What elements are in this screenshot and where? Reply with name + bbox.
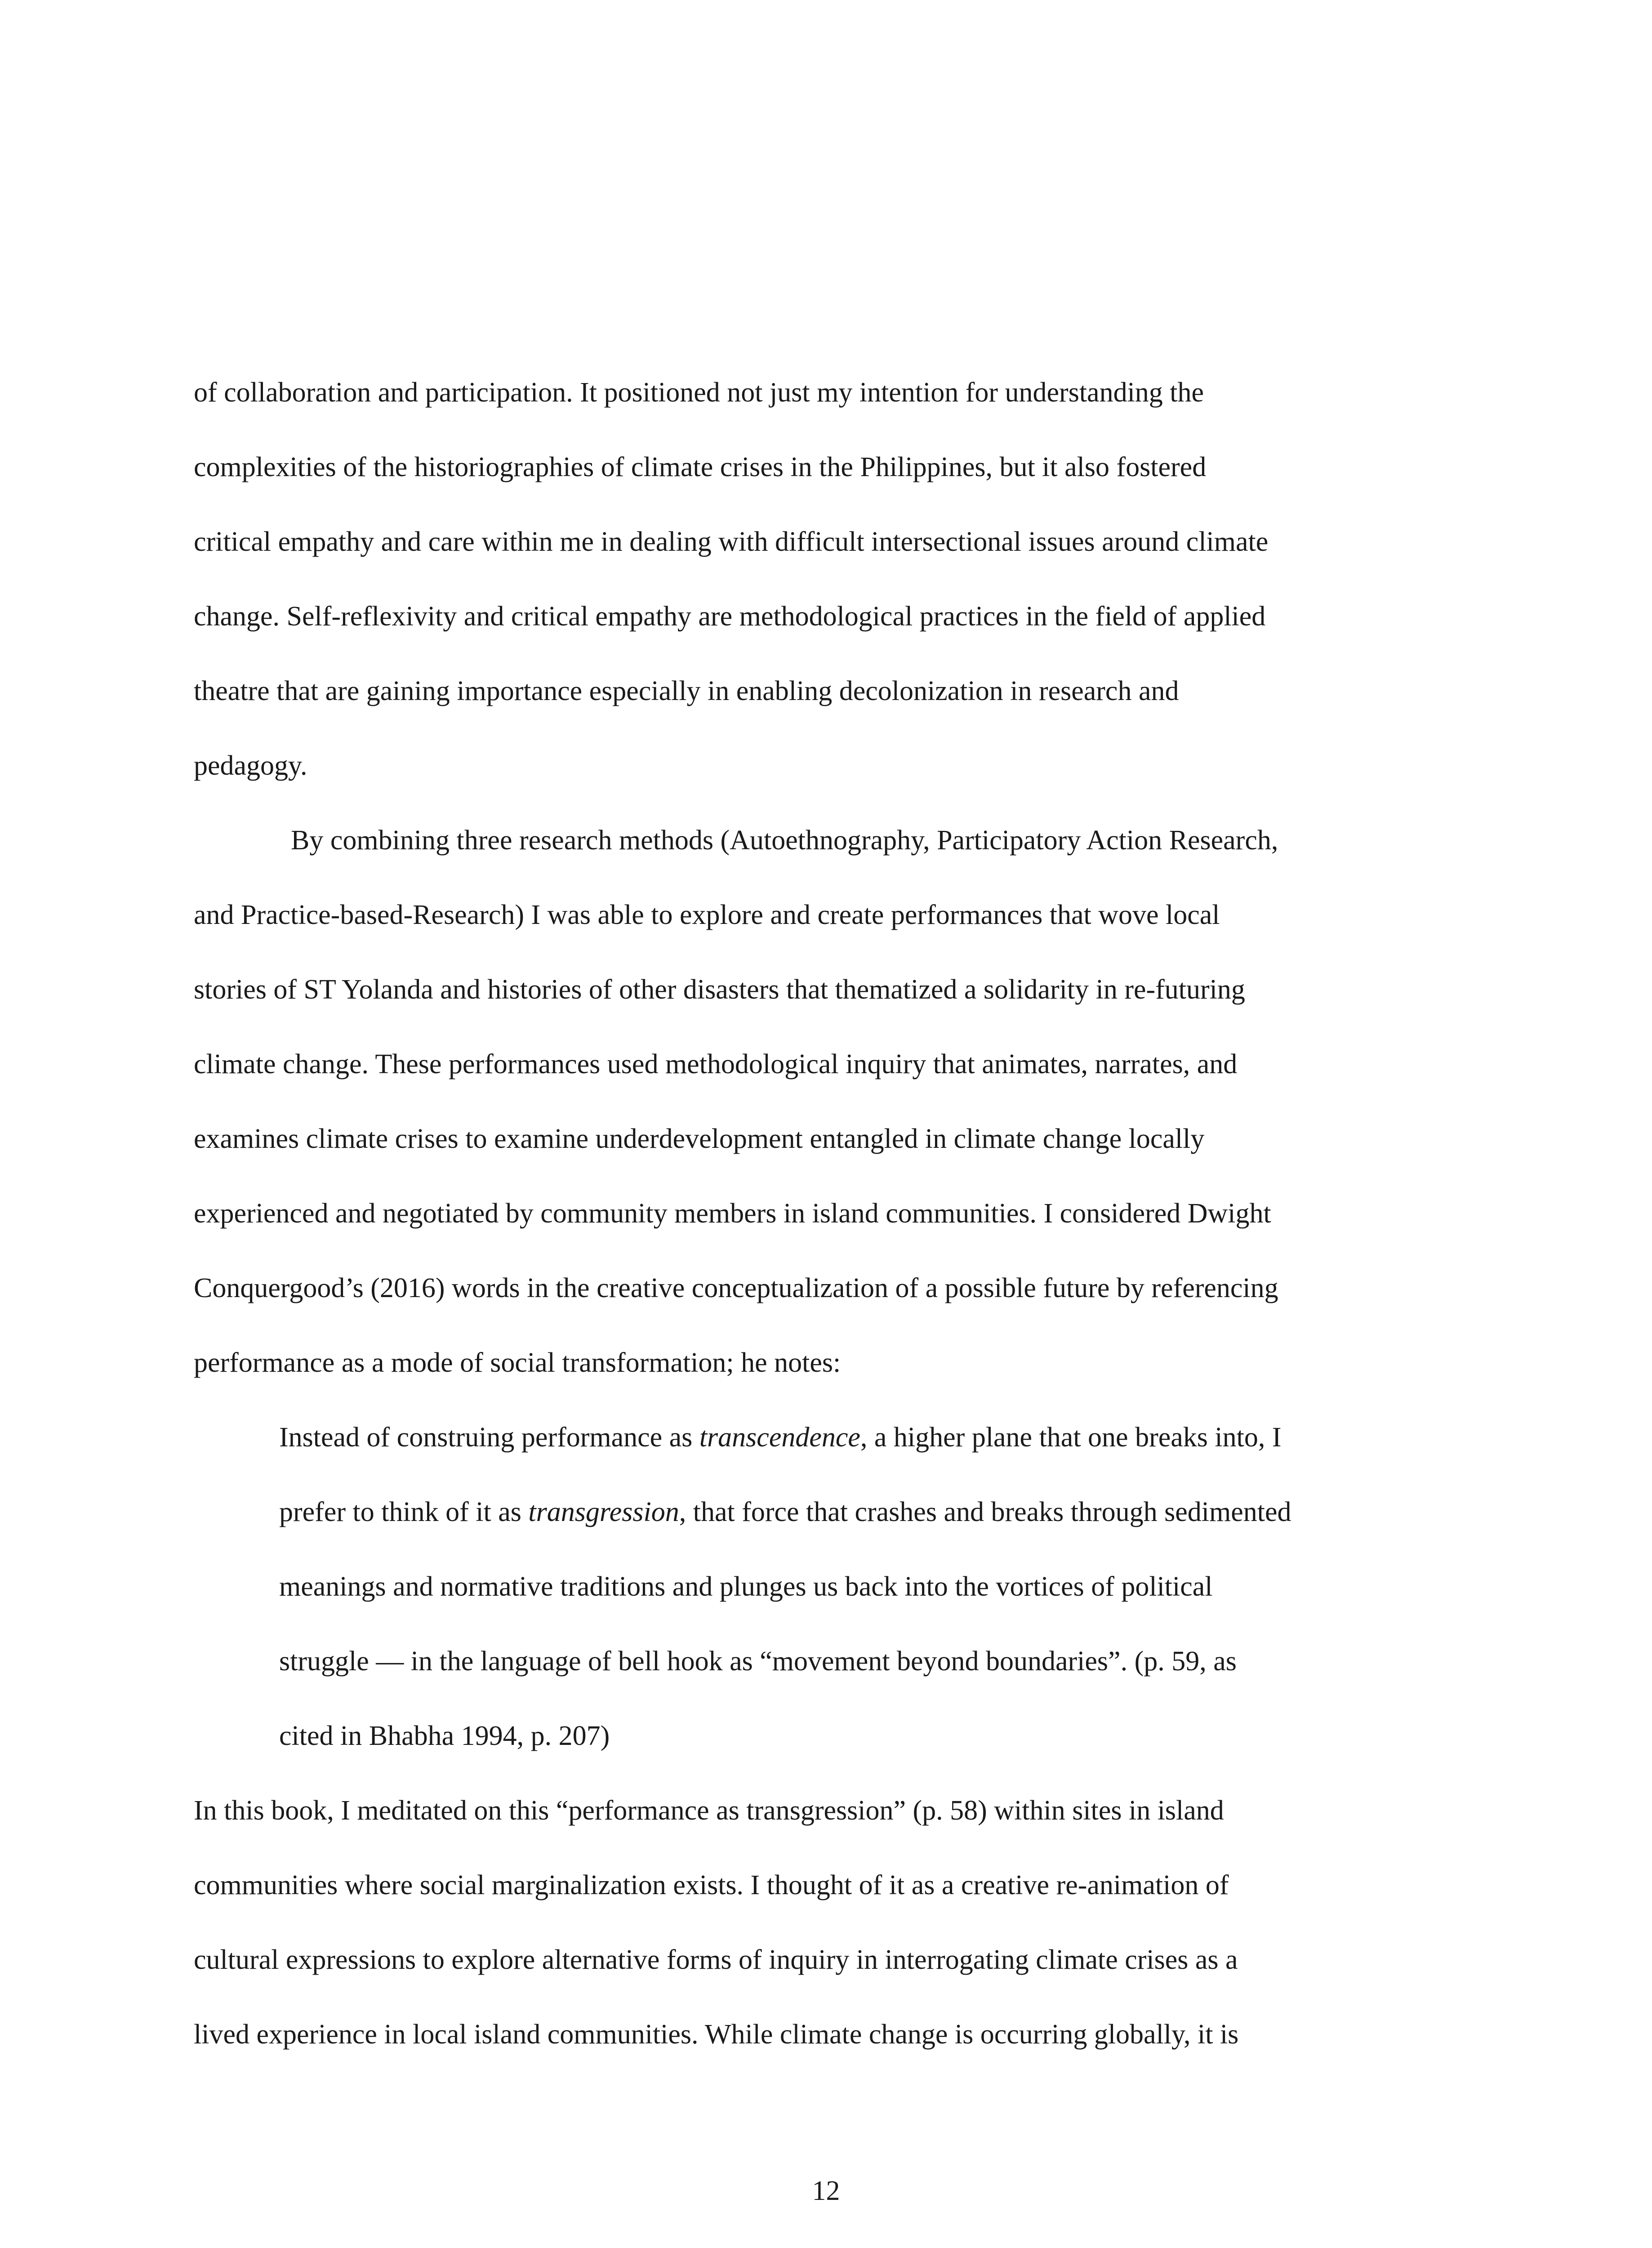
- text-line: complexities of the historiographies of climate crises in the Philippines, but it also fostered: [194, 452, 1207, 482]
- text-line: Conquergood’s (2016) words in the creative conceptualization of a possible future by referencing: [194, 1273, 1278, 1303]
- quote-line: struggle — in the language of bell hook as “movement beyond boundaries”. (p. 59, as: [279, 1646, 1237, 1677]
- text-line: theatre that are gaining importance especially in enabling decolonization in research and: [194, 676, 1179, 706]
- text-line: climate change. These performances used methodological inquiry that animates, narrates, and: [194, 1049, 1238, 1079]
- text-line: By combining three research methods (Autoethnography, Participatory Action Research,: [291, 825, 1278, 856]
- text-line: and Practice-based-Research) I was able to explore and create performances that wove local: [194, 900, 1220, 930]
- text-line: lived experience in local island communities. While climate change is occurring globally, it is: [194, 2019, 1239, 2050]
- text-line: critical empathy and care within me in dealing with difficult intersectional issues around climate: [194, 526, 1269, 557]
- text-line: experienced and negotiated by community members in island communities. I considered Dwight: [194, 1198, 1271, 1229]
- quote-text: , a higher plane that one breaks into, I: [860, 1422, 1282, 1453]
- emphasis-transgression: transgression: [528, 1497, 679, 1527]
- paragraph-research-methods: [194, 803, 1466, 1400]
- body-text: [194, 355, 1466, 2072]
- quote-text: prefer to think of it as: [279, 1497, 529, 1527]
- quote-text: , that force that crashes and breaks through sedimented: [679, 1497, 1291, 1527]
- paragraph-transgression: [194, 1773, 1466, 2072]
- quote-line: meanings and normative traditions and plunges us back into the vortices of political: [279, 1571, 1213, 1602]
- page-number: 12: [812, 2176, 840, 2206]
- text-line: performance as a mode of social transformation; he notes:: [194, 1347, 841, 1378]
- text-line: of collaboration and participation. It positioned not just my intention for understanding the: [194, 377, 1204, 408]
- quote-line: [279, 1475, 1466, 1549]
- quote-text: Instead of construing performance as: [279, 1422, 699, 1453]
- text-line: change. Self-reflexivity and critical empathy are methodological practices in the field of applied: [194, 601, 1266, 632]
- paragraph-continuation: [194, 355, 1466, 803]
- quote-line: cited in Bhabha 1994, p. 207): [279, 1721, 610, 1751]
- emphasis-transcendence: transcendence: [699, 1422, 860, 1453]
- quote-line: [279, 1400, 1466, 1475]
- text-line: In this book, I meditated on this “performance as transgression” (p. 58) within sites in island: [194, 1795, 1224, 1826]
- text-line: communities where social marginalization exists. I thought of it as a creative re-animation of: [194, 1870, 1229, 1900]
- text-line: stories of ST Yolanda and histories of other disasters that thematized a solidarity in re-futuring: [194, 974, 1245, 1005]
- text-line: pedagogy.: [194, 750, 307, 781]
- text-line: cultural expressions to explore alternative forms of inquiry in interrogating climate crises as a: [194, 1945, 1238, 1975]
- block-quote: [279, 1400, 1466, 1773]
- text-line: examines climate crises to examine underdevelopment entangled in climate change locally: [194, 1124, 1205, 1154]
